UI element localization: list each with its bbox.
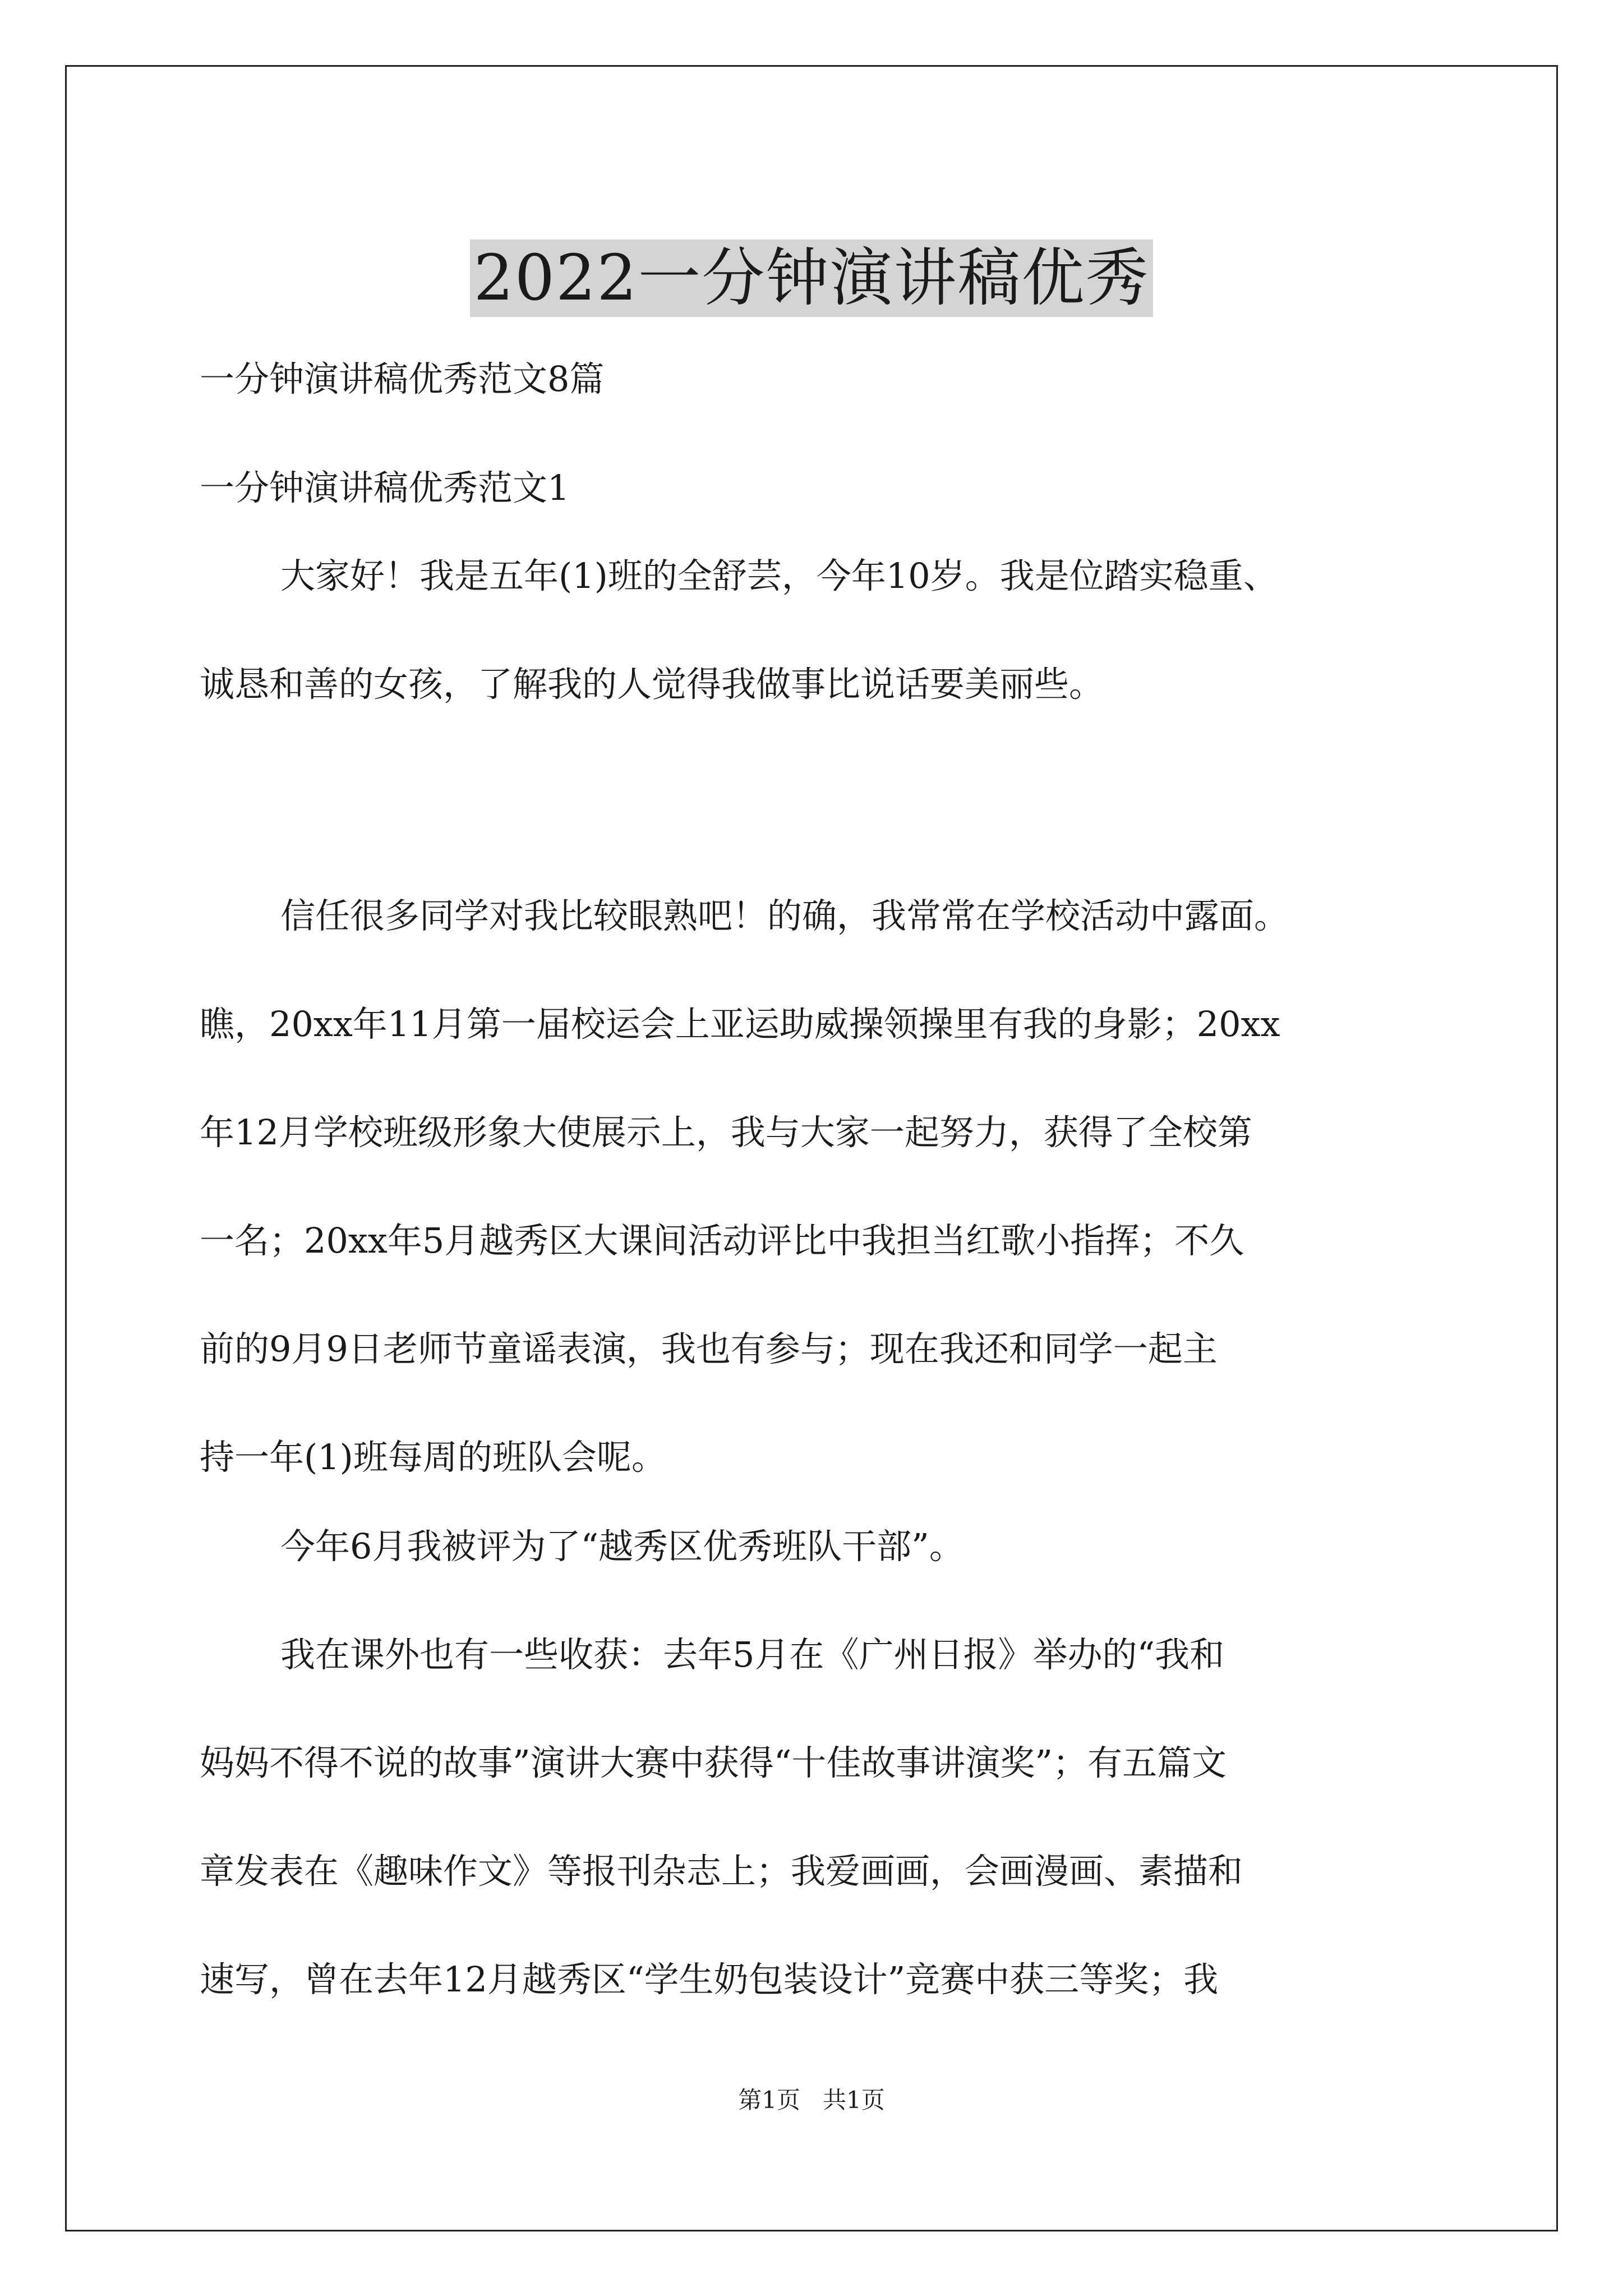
article-heading: 一分钟演讲稿优秀范文1	[200, 467, 570, 508]
page-number-footer: 第1页 共1页	[738, 2086, 885, 2114]
paragraph-3	[200, 1492, 1456, 1600]
paragraph-line: 速写，曾在去年12月越秀区“学生奶包装设计”竞赛中获三等奖；我	[200, 1959, 1219, 2000]
paragraph-line: 诚恳和善的女孩，了解我的人觉得我做事比说话要美丽些。	[200, 664, 1104, 705]
title-container	[0, 197, 1623, 359]
document-title: 2022一分钟演讲稿优秀	[470, 240, 1152, 317]
paragraph-line: 我在课外也有一些收获：去年5月在《广州日报》举办的“我和	[280, 1634, 1225, 1675]
paragraph-2	[200, 862, 1456, 1511]
paragraph-line: 年12月学校班级形象大使展示上，我与大家一起努力，获得了全校第	[200, 1112, 1252, 1153]
paragraph-line: 前的9月9日老师节童谣表演，我也有参与；现在我还和同学一起主	[200, 1328, 1218, 1369]
paragraph-line: 章发表在《趣味作文》等报刊杂志上；我爱画画，会画漫画、素描和	[200, 1851, 1243, 1892]
paragraph-line: 今年6月我被评为了“越秀区优秀班队干部”。	[280, 1526, 964, 1567]
paragraph-line: 持一年(1)班每周的班队会呢。	[200, 1437, 666, 1478]
paragraph-4	[200, 1600, 1456, 2033]
paragraph-line: 妈妈不得不说的故事”演讲大赛中获得“十佳故事讲演奖”；有五篇文	[200, 1742, 1227, 1783]
paragraph-line: 信任很多同学对我比较眼熟吧！的确，我常常在学校活动中露面。	[280, 895, 1289, 936]
paragraph-1	[200, 522, 1456, 738]
paragraph-line: 一名；20xx年5月越秀区大课间活动评比中我担当红歌小指挥；不久	[200, 1220, 1244, 1261]
paragraph-line: 大家好！我是五年(1)班的全舒芸，今年10岁。我是位踏实稳重、	[280, 555, 1278, 596]
paragraph-line: 瞧，20xx年11月第一届校运会上亚运助威操领操里有我的身影；20xx	[200, 1004, 1280, 1045]
collection-heading: 一分钟演讲稿优秀范文8篇	[200, 358, 605, 399]
